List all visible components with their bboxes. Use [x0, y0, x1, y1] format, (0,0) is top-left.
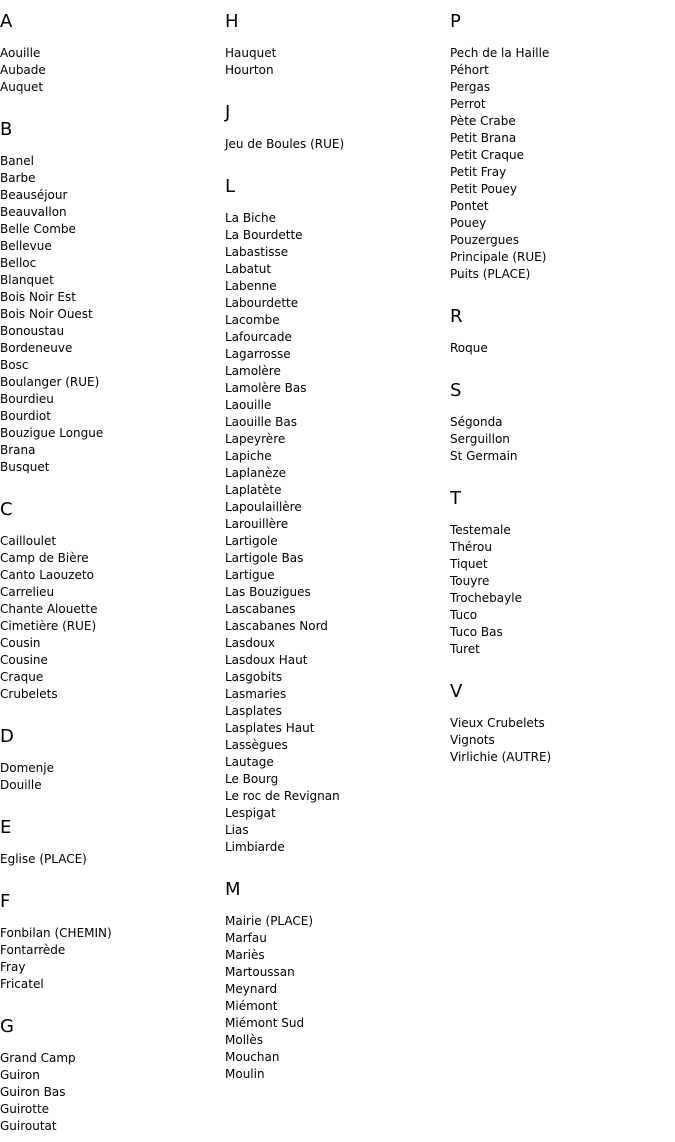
street-link[interactable]: Miémont — [225, 999, 278, 1013]
street-link[interactable]: Cousin — [0, 636, 41, 650]
street-list-item — [0, 652, 225, 669]
street-list-item — [225, 482, 450, 499]
street-link[interactable]: Pète Crabe — [450, 114, 516, 128]
street-list-item — [225, 1049, 450, 1066]
street-list-item — [225, 414, 450, 431]
street-list — [225, 913, 450, 1083]
street-list-item — [0, 567, 225, 584]
street-list-item — [450, 340, 675, 357]
street-list-item — [0, 760, 225, 777]
street-list-item — [225, 737, 450, 754]
street-list-item — [450, 556, 675, 573]
street-link[interactable]: Martoussan — [225, 965, 295, 979]
street-list-item — [225, 516, 450, 533]
street-link[interactable]: Bourdieu — [0, 392, 54, 406]
letter-section — [0, 1015, 225, 1135]
letter-section — [0, 816, 225, 868]
street-link[interactable]: Domenje — [0, 761, 54, 775]
street-link[interactable]: Laplatète — [225, 483, 282, 497]
street-link[interactable]: Lias — [225, 823, 249, 837]
street-link[interactable]: Lagarrosse — [225, 347, 291, 361]
street-list — [450, 45, 675, 283]
street-link[interactable]: Pontet — [450, 199, 489, 213]
letter-heading: H — [225, 11, 239, 32]
street-list-item — [450, 590, 675, 607]
street-list-item — [450, 732, 675, 749]
street-list-item — [0, 272, 225, 289]
street-link[interactable]: Bouzigue Longue — [0, 426, 104, 440]
street-list — [0, 760, 225, 794]
street-link[interactable]: Canto Laouzeto — [0, 568, 94, 582]
street-link[interactable]: Carrelieu — [0, 585, 55, 599]
street-list-item — [0, 442, 225, 459]
street-link[interactable]: Lascabanes — [225, 602, 296, 616]
street-link[interactable]: Laouille — [225, 398, 272, 412]
street-link[interactable]: Turet — [450, 642, 480, 656]
letter-section — [0, 890, 225, 993]
street-link[interactable]: Petit Craque — [450, 148, 525, 162]
street-list-item — [450, 147, 675, 164]
street-link[interactable]: Lasplates — [225, 704, 282, 718]
street-link[interactable]: Tiquet — [450, 557, 488, 571]
street-link[interactable]: Beauséjour — [0, 188, 68, 202]
street-link[interactable]: Lartigole — [225, 534, 278, 548]
street-link[interactable]: Thérou — [450, 540, 492, 554]
street-link[interactable]: Petit Fray — [450, 165, 507, 179]
street-link[interactable]: Tuco Bas — [450, 625, 503, 639]
street-list — [0, 1050, 225, 1135]
street-link[interactable]: Guiron Bas — [0, 1085, 66, 1099]
letter-heading: E — [0, 817, 12, 838]
street-link[interactable]: Aouille — [0, 46, 41, 60]
street-link[interactable]: Cailloulet — [0, 534, 57, 548]
street-list — [225, 45, 450, 79]
street-list-item — [225, 618, 450, 635]
street-link[interactable]: Virlichie (AUTRE) — [450, 750, 552, 764]
street-list-item — [0, 777, 225, 794]
street-list-item — [225, 686, 450, 703]
street-list-item — [225, 652, 450, 669]
street-link[interactable]: Camp de Bière — [0, 551, 89, 565]
street-link[interactable]: La Biche — [225, 211, 277, 225]
street-link[interactable]: Lartigue — [225, 568, 275, 582]
street-list-item — [0, 374, 225, 391]
street-link[interactable]: Vignots — [450, 733, 495, 747]
letter-heading: B — [0, 119, 13, 140]
street-list-item — [225, 913, 450, 930]
letter-section — [450, 305, 675, 357]
street-list-item — [225, 998, 450, 1015]
street-link[interactable]: Mariès — [225, 948, 265, 962]
street-link[interactable]: Lascabanes Nord — [225, 619, 328, 633]
street-link[interactable]: Lasmaries — [225, 687, 287, 701]
street-link[interactable]: Beauvallon — [0, 205, 67, 219]
street-link[interactable]: Guirotte — [0, 1102, 50, 1116]
street-link[interactable]: Puits (PLACE) — [450, 267, 531, 281]
street-link[interactable]: Jeu de Boules (RUE) — [225, 137, 345, 151]
street-list-item — [450, 198, 675, 215]
letter-heading: L — [225, 176, 236, 197]
street-list-item — [225, 136, 450, 153]
street-list-item — [450, 749, 675, 766]
street-link[interactable]: Principale (RUE) — [450, 250, 547, 264]
street-list-item — [0, 851, 225, 868]
street-list-item — [0, 1050, 225, 1067]
letter-section — [450, 680, 675, 766]
street-list-item — [450, 249, 675, 266]
street-link[interactable]: Bordeneuve — [0, 341, 73, 355]
letter-heading: C — [0, 499, 13, 520]
street-link[interactable]: Bois Noir Est — [0, 290, 76, 304]
street-list-item — [0, 959, 225, 976]
street-list-item — [225, 244, 450, 261]
letter-section — [0, 118, 225, 476]
street-link[interactable]: Lasdoux Haut — [225, 653, 308, 667]
street-list-item — [0, 204, 225, 221]
street-list-item — [225, 227, 450, 244]
street-list-item — [225, 635, 450, 652]
street-list-item — [0, 306, 225, 323]
street-list-item — [225, 771, 450, 788]
letter-section — [0, 498, 225, 703]
index-column — [225, 0, 450, 1083]
street-link[interactable]: Cimetière (RUE) — [0, 619, 97, 633]
street-list-item — [0, 79, 225, 96]
street-list-item — [225, 295, 450, 312]
street-list-item — [225, 210, 450, 227]
street-list-item — [450, 96, 675, 113]
street-link[interactable]: Crubelets — [0, 687, 58, 701]
street-list-item — [0, 584, 225, 601]
street-link[interactable]: Grand Camp — [0, 1051, 76, 1065]
letter-heading: A — [0, 11, 13, 32]
letter-section — [450, 487, 675, 658]
street-list-item — [225, 431, 450, 448]
street-link[interactable]: Bonoustau — [0, 324, 65, 338]
street-link[interactable]: Cousine — [0, 653, 48, 667]
street-list-item — [225, 567, 450, 584]
street-link[interactable]: Trochebayle — [450, 591, 522, 605]
letter-section — [0, 725, 225, 794]
letter-heading: R — [450, 306, 463, 327]
street-link[interactable]: Bois Noir Ouest — [0, 307, 93, 321]
street-list-item — [225, 839, 450, 856]
street-list-item — [0, 1067, 225, 1084]
street-link[interactable]: Le Bourg — [225, 772, 279, 786]
street-list-item — [450, 624, 675, 641]
street-list-item — [0, 221, 225, 238]
street-list-item — [450, 232, 675, 249]
street-link[interactable]: Limbiarde — [225, 840, 285, 854]
letter-section — [225, 101, 450, 153]
street-link[interactable]: Miémont Sud — [225, 1016, 305, 1030]
street-link[interactable]: Aubade — [0, 63, 46, 77]
street-link[interactable]: Busquet — [0, 460, 50, 474]
street-link[interactable]: Lasplates Haut — [225, 721, 315, 735]
street-link[interactable]: Meynard — [225, 982, 278, 996]
street-link[interactable]: Fricatel — [0, 977, 44, 991]
street-link[interactable]: Labenne — [225, 279, 277, 293]
street-link[interactable]: Le roc de Revignan — [225, 789, 340, 803]
street-list-item — [225, 363, 450, 380]
street-link[interactable]: Lautage — [225, 755, 274, 769]
street-link[interactable]: Touyre — [450, 574, 490, 588]
street-list-item — [450, 539, 675, 556]
street-list-item — [450, 45, 675, 62]
street-list-item — [225, 981, 450, 998]
street-list-item — [0, 686, 225, 703]
street-link[interactable]: Chante Alouette — [0, 602, 98, 616]
street-link[interactable]: Eglise (PLACE) — [0, 852, 87, 866]
street-link[interactable]: Brana — [0, 443, 36, 457]
street-list-item — [450, 414, 675, 431]
street-list-item — [225, 312, 450, 329]
street-list-item — [450, 715, 675, 732]
street-link[interactable]: Larouillère — [225, 517, 289, 531]
street-link[interactable]: Boulanger (RUE) — [0, 375, 100, 389]
street-list-item — [450, 164, 675, 181]
street-list-item — [225, 465, 450, 482]
street-list-item — [450, 113, 675, 130]
street-link[interactable]: Lacombe — [225, 313, 280, 327]
letter-section — [225, 175, 450, 856]
street-link[interactable]: Pouzergues — [450, 233, 520, 247]
street-link[interactable]: Pech de la Haille — [450, 46, 550, 60]
street-link[interactable]: Belloc — [0, 256, 37, 270]
street-list-item — [450, 79, 675, 96]
street-link[interactable]: Bellevue — [0, 239, 52, 253]
street-list-item — [0, 533, 225, 550]
street-list-item — [450, 266, 675, 283]
letter-heading: S — [450, 380, 462, 401]
street-list — [450, 414, 675, 465]
street-link[interactable]: Lapeyrère — [225, 432, 286, 446]
street-list-item — [0, 187, 225, 204]
street-link[interactable]: Fonbilan (CHEMIN) — [0, 926, 112, 940]
street-list-item — [225, 788, 450, 805]
letter-heading: T — [450, 488, 461, 509]
street-link[interactable]: Fray — [0, 960, 26, 974]
street-list-item — [225, 346, 450, 363]
street-list-item — [225, 397, 450, 414]
street-list-item — [0, 1101, 225, 1118]
street-link[interactable]: Moulin — [225, 1067, 265, 1081]
street-list-item — [450, 641, 675, 658]
street-list-item — [225, 601, 450, 618]
street-list-item — [225, 62, 450, 79]
street-list — [225, 136, 450, 153]
street-link[interactable]: Fontarrède — [0, 943, 66, 957]
street-link[interactable]: Craque — [0, 670, 44, 684]
street-link[interactable]: Mairie (PLACE) — [225, 914, 314, 928]
street-list-item — [225, 448, 450, 465]
street-list-item — [450, 431, 675, 448]
street-link[interactable]: Mollès — [225, 1033, 263, 1047]
street-list-item — [0, 1118, 225, 1135]
street-link[interactable]: Petit Pouey — [450, 182, 517, 196]
street-link[interactable]: Labourdette — [225, 296, 299, 310]
street-link[interactable]: Bourdiot — [0, 409, 51, 423]
letter-heading: D — [0, 726, 14, 747]
street-link[interactable]: Lamolère — [225, 364, 281, 378]
street-list-item — [225, 533, 450, 550]
street-list-item — [225, 947, 450, 964]
street-list-item — [225, 45, 450, 62]
letter-heading: V — [450, 681, 463, 702]
street-link[interactable]: Guiron — [0, 1068, 40, 1082]
street-list-item — [0, 45, 225, 62]
street-link[interactable]: Banel — [0, 154, 34, 168]
street-link[interactable]: Mouchan — [225, 1050, 280, 1064]
street-link[interactable]: Marfau — [225, 931, 267, 945]
letter-heading: P — [450, 11, 461, 32]
street-list — [450, 715, 675, 766]
street-link[interactable]: Testemale — [450, 523, 511, 537]
street-list-item — [450, 181, 675, 198]
street-list-item — [450, 130, 675, 147]
letter-heading: J — [225, 102, 231, 123]
street-list-item — [225, 550, 450, 567]
street-link[interactable]: Serguillon — [450, 432, 510, 446]
street-link[interactable]: Barbe — [0, 171, 36, 185]
street-link[interactable]: La Bourdette — [225, 228, 303, 242]
street-link[interactable]: Péhort — [450, 63, 489, 77]
street-link[interactable]: Lasdoux — [225, 636, 275, 650]
street-list-item — [225, 584, 450, 601]
street-link[interactable]: Lamolère Bas — [225, 381, 307, 395]
street-list-item — [0, 391, 225, 408]
street-list-item — [0, 255, 225, 272]
street-link[interactable]: Labatut — [225, 262, 272, 276]
street-link[interactable]: Labastisse — [225, 245, 289, 259]
street-list-item — [225, 261, 450, 278]
street-list-item — [225, 930, 450, 947]
street-list-item — [450, 62, 675, 79]
street-link[interactable]: Bosc — [0, 358, 29, 372]
street-list-item — [450, 522, 675, 539]
letter-section — [0, 10, 225, 96]
street-link[interactable]: Guiroutat — [0, 1119, 57, 1133]
letter-section — [225, 878, 450, 1083]
street-link[interactable]: Lassègues — [225, 738, 288, 752]
street-list — [0, 153, 225, 476]
index-column — [450, 0, 675, 766]
street-link[interactable]: Lapiche — [225, 449, 272, 463]
street-list-item — [225, 669, 450, 686]
street-link[interactable]: Pouey — [450, 216, 487, 230]
street-list-item — [225, 822, 450, 839]
street-list-item — [0, 323, 225, 340]
street-link[interactable]: St Germain — [450, 449, 518, 463]
street-link[interactable]: Hourton — [225, 63, 274, 77]
street-list — [225, 210, 450, 856]
street-link[interactable]: Pergas — [450, 80, 491, 94]
letter-heading: G — [0, 1016, 14, 1037]
street-list — [0, 45, 225, 96]
street-link[interactable]: Belle Combe — [0, 222, 76, 236]
street-link[interactable]: Blanquet — [0, 273, 54, 287]
street-list-item — [450, 573, 675, 590]
street-link[interactable]: Ségonda — [450, 415, 503, 429]
street-link[interactable]: Laouille Bas — [225, 415, 298, 429]
street-link[interactable]: Auquet — [0, 80, 44, 94]
street-list-item — [0, 925, 225, 942]
street-list-item — [225, 1066, 450, 1083]
street-list-item — [0, 942, 225, 959]
street-list-item — [0, 550, 225, 567]
street-list-item — [225, 329, 450, 346]
street-link[interactable]: Lapoulaillère — [225, 500, 302, 514]
street-list-item — [0, 459, 225, 476]
street-list-item — [0, 601, 225, 618]
street-list-item — [0, 153, 225, 170]
street-list-item — [225, 1015, 450, 1032]
letter-section — [450, 10, 675, 283]
street-list — [450, 522, 675, 658]
street-list-item — [0, 340, 225, 357]
street-list-item — [0, 238, 225, 255]
street-list-item — [225, 278, 450, 295]
street-list-item — [0, 976, 225, 993]
letter-heading: M — [225, 879, 241, 900]
street-link[interactable]: Laplanèze — [225, 466, 287, 480]
street-link[interactable]: Lartigole Bas — [225, 551, 304, 565]
street-link[interactable]: Lafourcade — [225, 330, 292, 344]
street-link[interactable]: Lasgobits — [225, 670, 283, 684]
street-list-item — [225, 754, 450, 771]
street-link[interactable]: Perrot — [450, 97, 486, 111]
street-list-item — [450, 448, 675, 465]
street-list-item — [225, 380, 450, 397]
street-link[interactable]: Hauquet — [225, 46, 277, 60]
street-list-item — [225, 805, 450, 822]
street-list-item — [0, 635, 225, 652]
street-list-item — [0, 669, 225, 686]
street-list-item — [0, 170, 225, 187]
street-link[interactable]: Lespigat — [225, 806, 276, 820]
street-link[interactable]: Petit Brana — [450, 131, 517, 145]
letter-section — [450, 379, 675, 465]
street-list-item — [450, 607, 675, 624]
street-list — [0, 925, 225, 993]
street-list — [0, 851, 225, 868]
street-list-item — [0, 289, 225, 306]
street-link[interactable]: Roque — [450, 341, 488, 355]
street-link[interactable]: Las Bouzigues — [225, 585, 311, 599]
letter-heading: F — [0, 891, 11, 912]
street-list-item — [225, 964, 450, 981]
letter-section — [225, 10, 450, 79]
street-list-item — [0, 1084, 225, 1101]
street-list-item — [0, 357, 225, 374]
street-link[interactable]: Tuco — [450, 608, 478, 622]
street-list — [450, 340, 675, 357]
index-column — [0, 0, 225, 1135]
street-link[interactable]: Douille — [0, 778, 42, 792]
street-list-item — [225, 720, 450, 737]
street-list-item — [0, 618, 225, 635]
street-list-item — [450, 215, 675, 232]
street-list-item — [0, 62, 225, 79]
street-list-item — [0, 408, 225, 425]
street-list-item — [225, 703, 450, 720]
street-list-item — [225, 499, 450, 516]
street-list-item — [225, 1032, 450, 1049]
street-link[interactable]: Vieux Crubelets — [450, 716, 545, 730]
street-list — [0, 533, 225, 703]
street-list-item — [0, 425, 225, 442]
